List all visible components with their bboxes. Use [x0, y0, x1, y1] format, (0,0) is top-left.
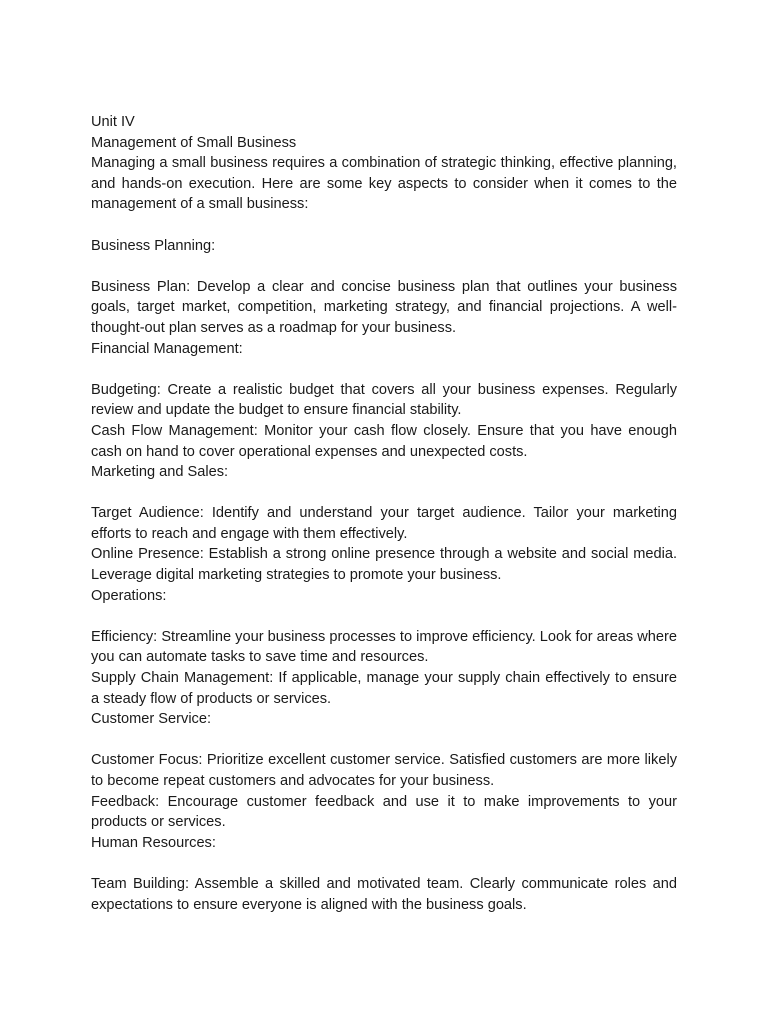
- target-audience-paragraph: Target Audience: Identify and understand your target audience. Tailor your marketing efforts to reach and engage with them effectively.: [91, 505, 677, 542]
- online-presence-paragraph: Online Presence: Establish a strong online presence through a website and social media. Leverage digital marketing strategies to promote your business.: [91, 546, 677, 584]
- cash-flow-paragraph: Cash Flow Management: Monitor your cash flow closely. Ensure that you have enough cash on hand to cover operational expenses and unexpected costs.: [91, 422, 677, 460]
- customer-focus-paragraph: Customer Focus: Prioritize excellent customer service. Satisfied customers are more likely to become repeat customers and advocates for your business.: [91, 752, 677, 789]
- team-building-paragraph: Team Building: Assemble a skilled and motivated team. Clearly communicate roles and expectations to ensure everyone is aligned with the business goals.: [91, 875, 677, 913]
- unit-label: Unit IV: [91, 114, 135, 130]
- section-heading-operations: Operations:: [91, 587, 167, 604]
- business-plan-paragraph: Business Plan: Develop a clear and concise business plan that outlines your business goals, target market, competition, marketing strategy, and financial projections. A well-thought-out plan serves as a roadmap for your business.: [91, 278, 677, 336]
- section-heading-financial-management: Financial Management:: [91, 340, 243, 357]
- section-heading-marketing-sales: Marketing and Sales:: [91, 464, 229, 481]
- document-page: [91, 112, 677, 915]
- efficiency-paragraph: Efficiency: Streamline your business processes to improve efficiency. Look for areas where you can automate tasks to save time and resources.: [91, 628, 677, 666]
- budgeting-paragraph: Budgeting: Create a realistic budget that covers all your business expenses. Regularly review and update the budget to ensure financial stability.: [91, 381, 677, 419]
- feedback-paragraph: Feedback: Encourage customer feedback and use it to make improvements to your products or services.: [91, 793, 677, 831]
- document-title: Management of Small Business: [91, 134, 297, 151]
- intro-paragraph: Managing a small business requires a combination of strategic thinking, effective planning, and hands-on execution. Here are some key aspects to consider when it comes to the management of a small business:: [91, 155, 677, 213]
- section-heading-business-planning: Business Planning:: [91, 237, 216, 254]
- section-heading-human-resources: Human Resources:: [91, 834, 216, 851]
- supply-chain-paragraph: Supply Chain Management: If applicable, manage your supply chain effectively to ensure a steady flow of products or services.: [91, 670, 677, 707]
- section-heading-customer-service: Customer Service:: [91, 711, 212, 728]
